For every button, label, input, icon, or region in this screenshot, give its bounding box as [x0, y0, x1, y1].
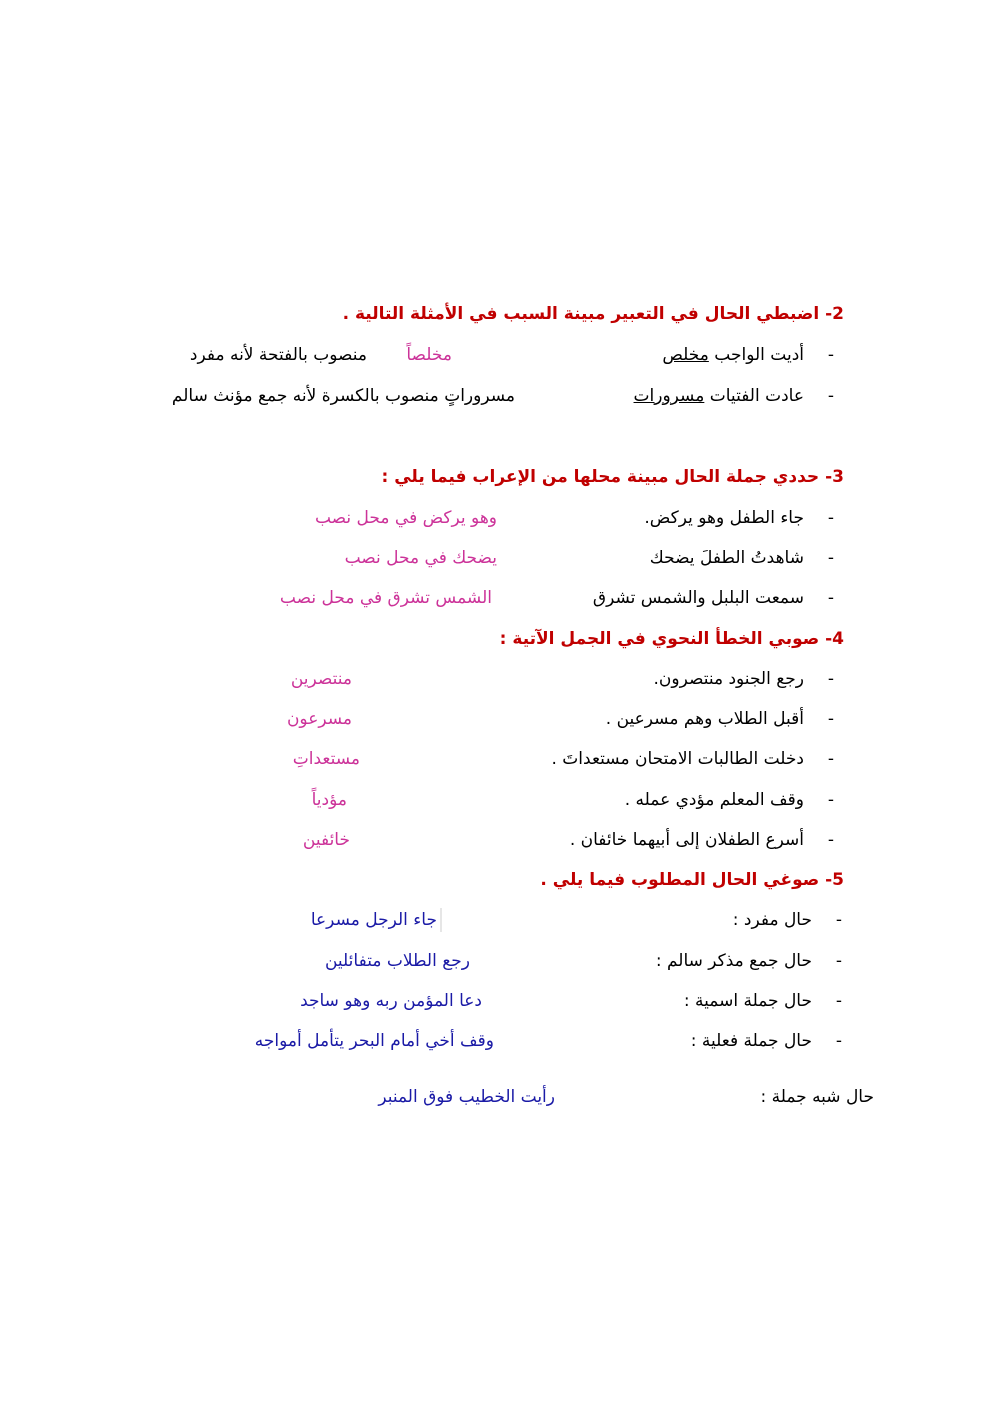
s3-row2-answer: يضحك في محل نصب [344, 548, 497, 568]
s5-row3-label: حال جملة اسمية : [683, 991, 812, 1011]
section-3-heading: 3- حددي جملة الحال مبينة محلها من الإعراب فيما يلي : [381, 467, 844, 487]
bullet: - [827, 709, 834, 729]
s3-row1-sentence: جاء الطفل وهو يركض. [644, 508, 804, 528]
s5-row4-label: حال جملة فعلية : [690, 1031, 812, 1051]
s3-row3-sentence: سمعت البلبل والشمس تشرق [592, 588, 804, 608]
s3-row1-answer: وهو يركض في محل نصب [314, 508, 497, 528]
s2-row2-answer: مسروراتٍ منصوب بالكسرة لأنه جمع مؤنث سالم [171, 386, 515, 406]
s5-row2-answer: رجع الطلاب متفائلين [324, 951, 470, 971]
section-5-heading: 5- صوغي الحال المطلوب فيما يلي . [540, 870, 844, 890]
s4-row3-sentence: دخلت الطالبات الامتحان مستعداتَ . [551, 749, 804, 769]
bullet: - [827, 386, 834, 406]
s2-row2-prefix: عادت الفتيات [709, 386, 804, 406]
bullet: - [835, 951, 842, 971]
bullet: - [827, 508, 834, 528]
s2-row1-reason: منصوب بالفتحة لأنه مفرد [189, 345, 367, 365]
section-2-heading: 2- اضبطي الحال في التعبير مبينة السبب في الأمثلة التالية . [342, 304, 844, 324]
s2-row1-prefix: أديت الواجب [714, 345, 804, 365]
s5-row1-label: حال مفرد : [732, 910, 812, 930]
s5-extra-answer: رأيت الخطيب فوق المنبر [378, 1087, 555, 1107]
s4-row4-sentence: وقف المعلم مؤدي عمله . [624, 790, 804, 810]
bullet: - [835, 1031, 842, 1051]
s5-row4-answer: وقف أخي أمام البحر يتأمل أمواجه [254, 1031, 494, 1051]
s5-row1-answer: جاء الرجل مسرعا [310, 910, 437, 930]
s5-row2-label: حال جمع مذكر سالم : [655, 951, 812, 971]
section-4-heading: 4- صوبي الخطأ النحوي في الجمل الآتية : [499, 629, 844, 649]
bullet: - [827, 669, 834, 689]
s2-row1-sentence [662, 344, 804, 366]
s4-row5-answer: خائفين [302, 830, 350, 850]
s2-row1-word: مخلص [662, 345, 709, 365]
s4-row5-sentence: أسرع الطفلان إلى أبيهما خائفان . [569, 830, 804, 850]
bullet: - [827, 548, 834, 568]
bullet: - [827, 345, 834, 365]
s2-row1-answer: مخلصاً [406, 345, 452, 365]
s2-row2-word: مسرورات [633, 386, 705, 406]
s4-row4-answer: مؤدياً [311, 790, 347, 810]
bullet: - [827, 830, 834, 850]
cursor-mark [440, 908, 442, 932]
s4-row2-answer: مسرعون [286, 709, 352, 729]
s4-row1-sentence: رجع الجنود منتصرون. [653, 669, 804, 689]
bullet: - [835, 991, 842, 1011]
s2-row2-sentence [608, 385, 804, 407]
s3-row2-sentence: شاهدتُ الطفلَ يضحك [649, 548, 804, 568]
bullet: - [827, 790, 834, 810]
s4-row2-sentence: أقبل الطلاب وهم مسرعين . [605, 709, 804, 729]
s3-row3-answer: الشمس تشرق في محل نصب [279, 588, 492, 608]
bullet: - [827, 749, 834, 769]
s5-row3-answer: دعا المؤمن ربه وهو ساجد [300, 991, 482, 1011]
s4-row3-answer: مستعداتِ [292, 749, 360, 769]
bullet: - [827, 588, 834, 608]
s5-extra-label: حال شبه جملة : [760, 1087, 874, 1107]
bullet: - [835, 910, 842, 930]
s4-row1-answer: منتصرين [290, 669, 352, 689]
